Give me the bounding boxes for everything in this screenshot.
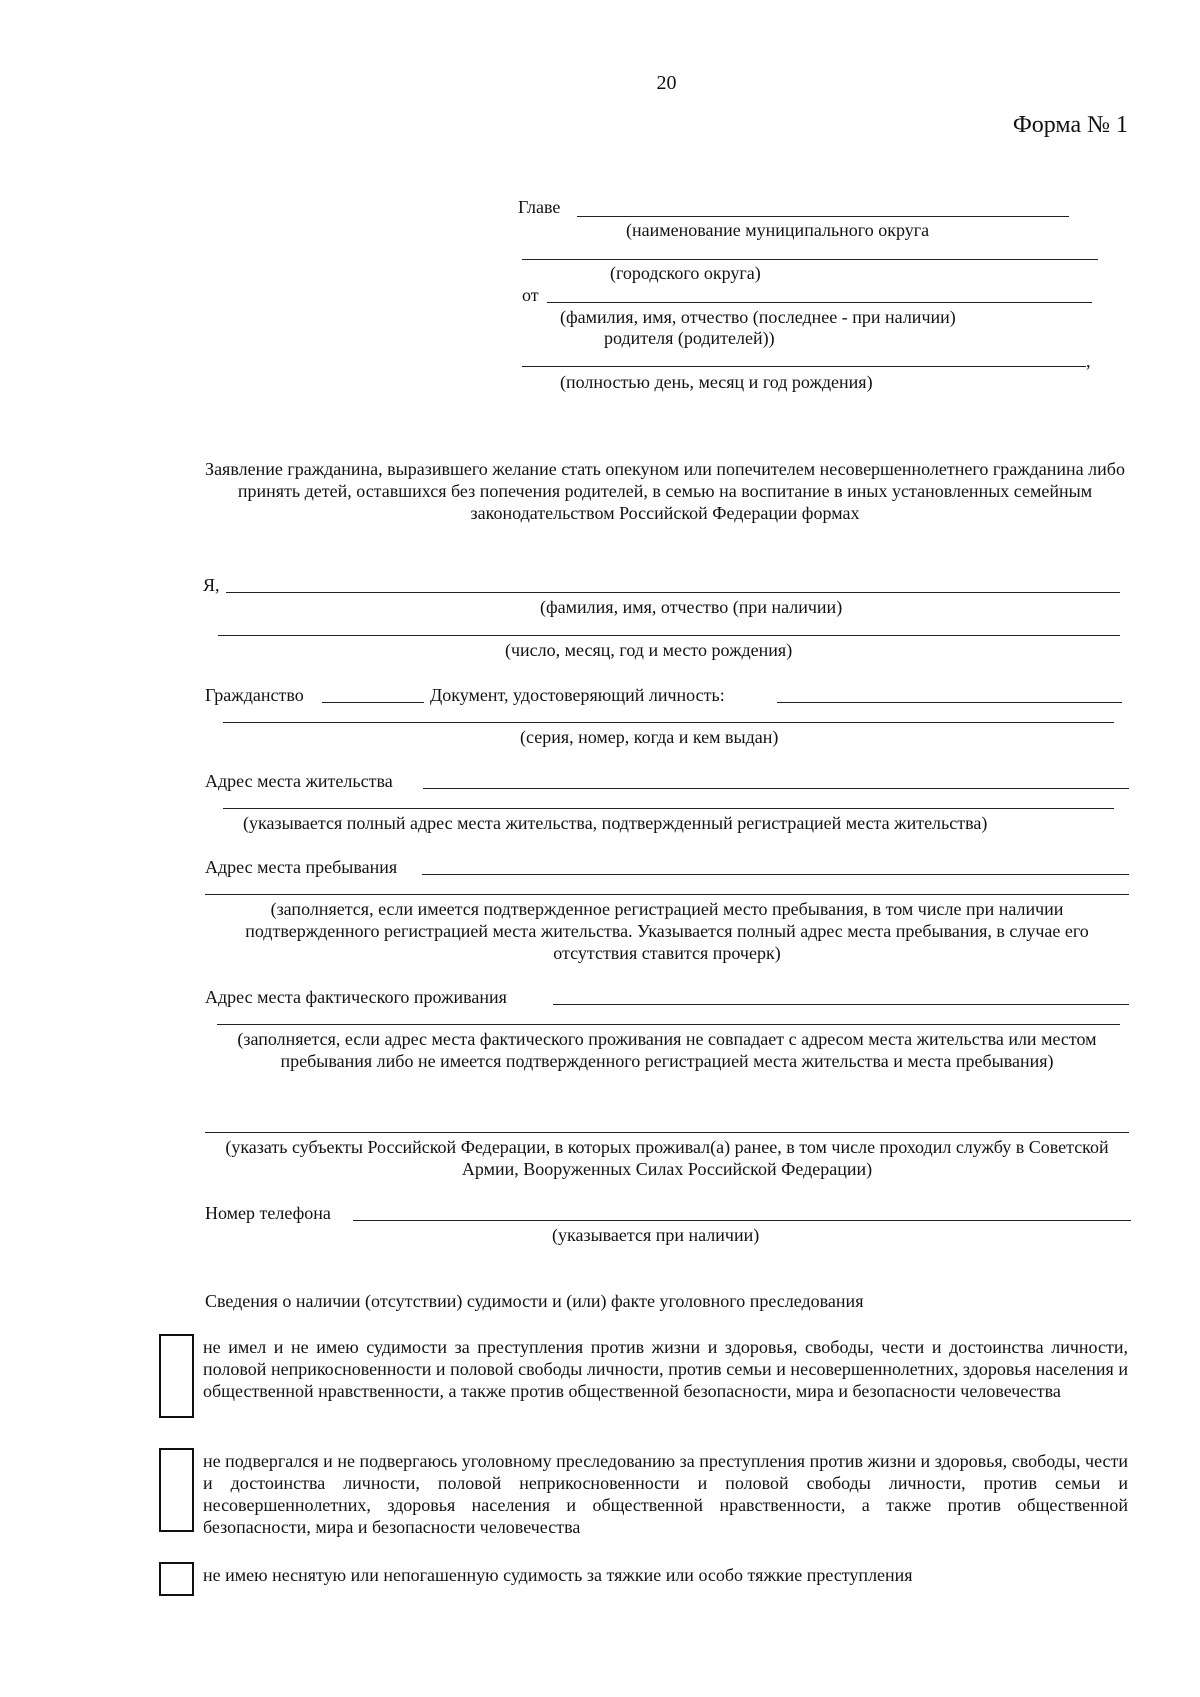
document-title: Заявление гражданина, выразившего желание стать опекуном или попечителем несовершеннолетнего гражданина либо принять детей, оставшихся без попечения родителей, в семью на воспитание в иных установленных семейным законодательством Российской Федерации формах	[205, 459, 1125, 523]
id-document-line[interactable]	[777, 702, 1122, 703]
option-no-prosecution: не подвергался и не подвергаюсь уголовному преследованию за преступления против жизни и здоровья, свободы, чести и достоинства личности, половой неприкосновенности и половой свободы личности, против семьи и несовершеннолетних, здоровья населения и общественной нравственности, а также против общественной безопасности, мира и безопасности человечества	[203, 1451, 1128, 1537]
note-subjects: (указать субъекты Российской Федерации, в которых проживал(а) ранее, в том числе проходил службу в Советской Армии, Вооруженных Силах Российской Федерации)	[225, 1137, 1109, 1179]
addressee-name-line[interactable]	[577, 216, 1069, 217]
note-municipal: (наименование муниципального округа	[626, 220, 930, 240]
note-birth-place: (число, месяц, год и место рождения)	[505, 640, 793, 660]
i-label: Я,	[203, 575, 220, 595]
note-birth-date: (полностью день, месяц и год рождения)	[560, 372, 873, 392]
note-stay: (заполняется, если имеется подтвержденное регистрацией место пребывания, в том числе при наличии подтвержденного регистрацией места жительства. Указывается полный адрес места пребывания, в случае его отсутствия ставится прочерк)	[245, 899, 1089, 963]
actual-address-line-2[interactable]	[217, 1024, 1120, 1025]
note-fio: (фамилия, имя, отчество (при наличии)	[540, 597, 843, 617]
residence-line[interactable]	[423, 788, 1129, 789]
actual-address-line[interactable]	[553, 1004, 1129, 1005]
option-no-conviction: не имел и не имею судимости за преступления против жизни и здоровья, свободы, чести и достоинства личности, половой неприкосновенности и половой свободы личности, против семьи и несовершеннолетних, здоровья населения и общественной нравственности, а также против общественной безопасности, мира и безопасности человечества	[203, 1337, 1128, 1401]
addressee-fio-line[interactable]	[547, 302, 1092, 303]
option-no-grave-conviction: не имею неснятую или непогашенную судимость за тяжкие или особо тяжкие преступления	[203, 1565, 913, 1585]
id-document-label: Документ, удостоверяющий личность:	[430, 685, 725, 705]
form-number: Форма № 1	[1012, 112, 1128, 138]
residence-line-2[interactable]	[223, 808, 1114, 809]
checkbox-no-conviction[interactable]	[159, 1334, 194, 1418]
stay-label: Адрес места пребывания	[205, 857, 398, 877]
stay-line-2[interactable]	[205, 894, 1129, 895]
conviction-heading: Сведения о наличии (отсутствии) судимости и (или) факте уголовного преследования	[205, 1291, 864, 1311]
note-actual-address: (заполняется, если адрес места фактического проживания не совпадает с адресом места жительства или местом пребывания либо не имеется подтвержденного регистрацией места жительства и места пребывания)	[237, 1029, 1097, 1071]
addressee-birth-line[interactable]	[522, 366, 1086, 367]
checkbox-no-grave-conviction[interactable]	[159, 1562, 194, 1596]
residence-label: Адрес места жительства	[205, 771, 393, 791]
subjects-line[interactable]	[205, 1132, 1129, 1133]
citizenship-label: Гражданство	[205, 685, 304, 705]
phone-line[interactable]	[353, 1220, 1131, 1221]
fio-line[interactable]	[226, 592, 1120, 593]
note-residence: (указывается полный адрес места жительства, подтвержденный регистрацией места жительства)	[243, 813, 988, 833]
addressee-from-label: от	[522, 285, 539, 305]
addressee-name-line-2[interactable]	[522, 259, 1098, 260]
page-number: 20	[656, 72, 677, 94]
note-parent-fio: (фамилия, имя, отчество (последнее - при наличии)	[560, 307, 956, 327]
actual-address-label: Адрес места фактического проживания	[205, 987, 507, 1007]
checkbox-no-prosecution[interactable]	[159, 1448, 194, 1532]
id-document-line-2[interactable]	[223, 722, 1114, 723]
note-document: (серия, номер, когда и кем выдан)	[520, 727, 779, 747]
addressee-to-label: Главе	[518, 197, 561, 217]
comma: ,	[1086, 351, 1091, 371]
note-city: (городского округа)	[610, 263, 761, 283]
birth-line[interactable]	[218, 635, 1120, 636]
note-phone: (указывается при наличии)	[552, 1225, 760, 1245]
phone-label: Номер телефона	[205, 1203, 331, 1223]
stay-line[interactable]	[422, 874, 1129, 875]
note-parents: родителя (родителей))	[604, 328, 775, 348]
citizenship-line[interactable]	[322, 702, 424, 703]
